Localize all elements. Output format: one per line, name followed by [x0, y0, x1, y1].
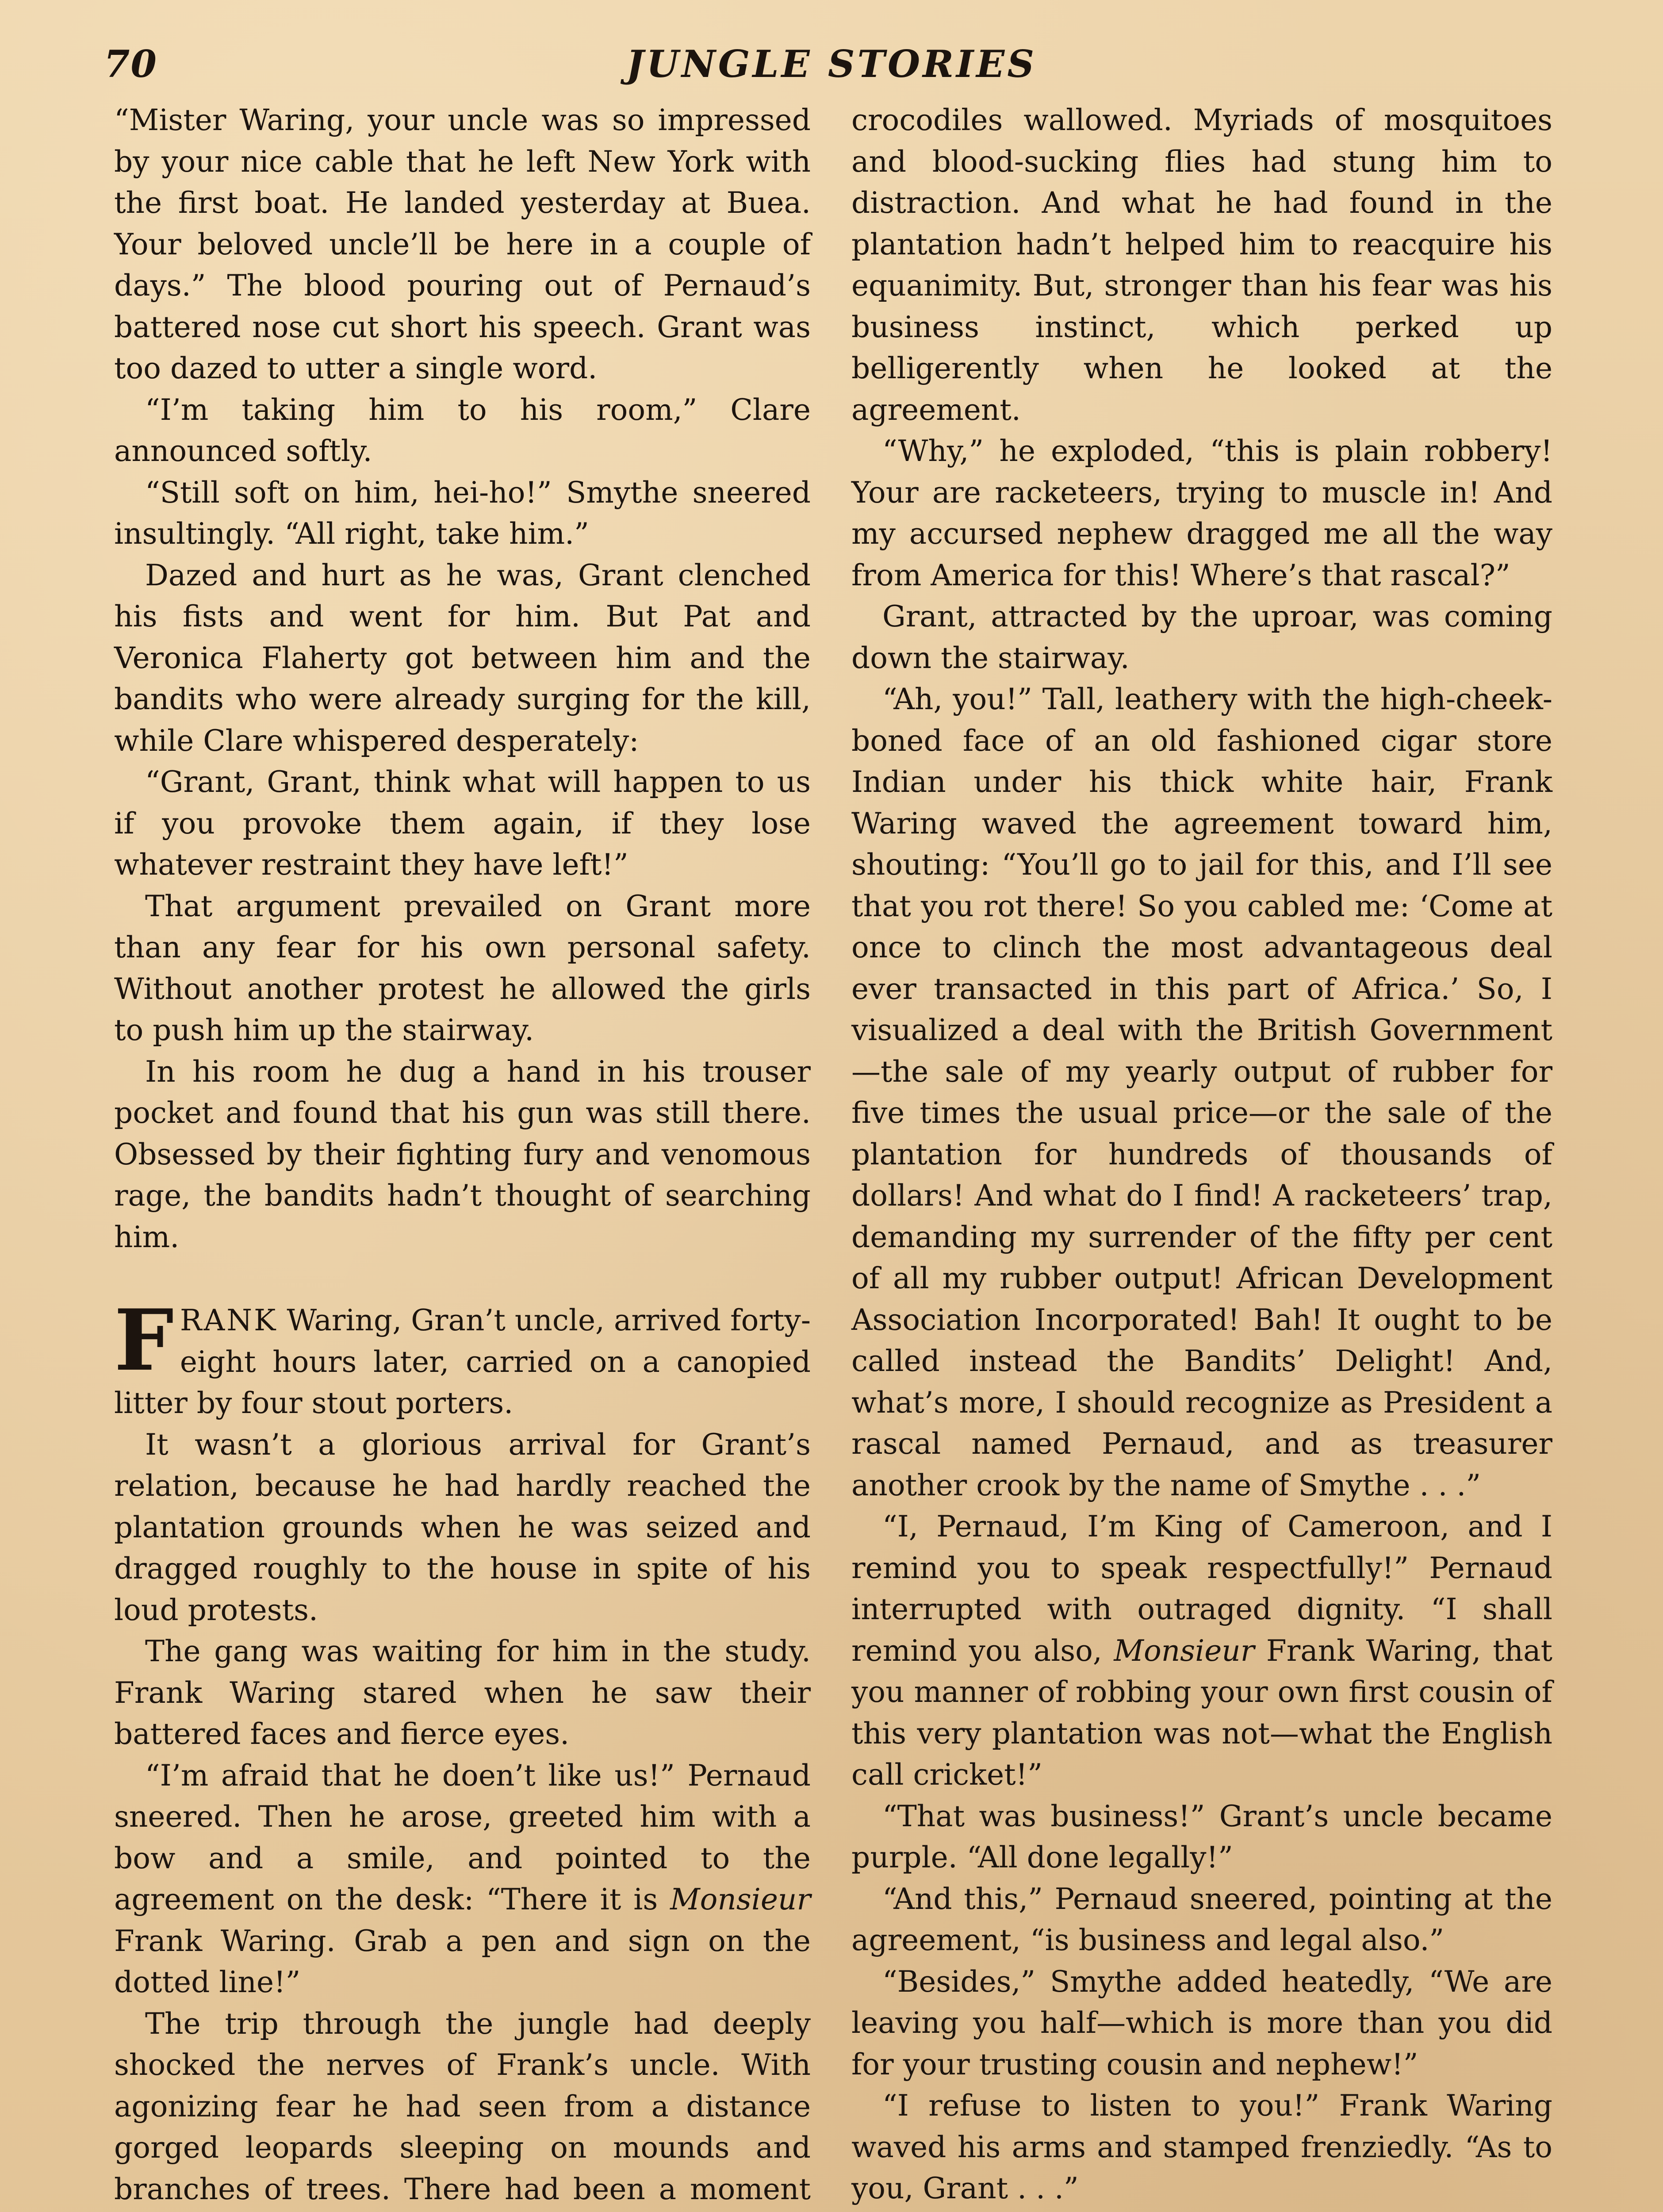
paragraph: crocodiles wallowed. Myriads of mosquitoes and blood-sucking flies had stung him to distraction. And what he had found in the plantation hadn’t helped him to reacquire his equanimity. But, stronger than his fear was his business instinct, which perked up belligerently when he looked at the agreement. [851, 103, 1552, 427]
section-lead-paragraph [114, 1291, 811, 1424]
section-break [114, 1258, 811, 1300]
italic-text: Monsieur [670, 1882, 811, 1916]
paragraph [114, 1755, 811, 2003]
drop-cap: F [114, 1291, 174, 1390]
paragraph: The gang was waiting for him in the study. Frank Waring stared when he saw their battered faces and fierce eyes. [114, 1634, 811, 1751]
text-run: Frank Waring, that you manner of robbing your own first cousin of this very plantation was not—what the English call cricket!” [851, 1633, 1552, 1792]
text-run: “I’m afraid that he doen’t like us!” Pernaud sneered. Then he arose, greeted him with a bow and a smile, and pointed to the agreement on the desk: “There it is [114, 1758, 811, 1916]
paragraph [851, 1506, 1552, 1796]
right-column [851, 100, 1552, 2209]
lead-caps: RANK [180, 1303, 278, 1337]
paragraph: “That was business!” Grant’s uncle became purple. “All done legally!” [851, 1799, 1552, 1874]
paragraph: “Besides,” Smythe added heatedly, “We are leaving you half—which is more than you did for your trusting cousin and nephew!” [851, 1964, 1552, 2081]
paragraph: “I refuse to listen to you!” Frank Waring waved his arms and stamped frenziedly. “As to you, Grant . . .” [851, 2089, 1552, 2205]
left-column [114, 100, 811, 2212]
text-run: Frank Waring. Grab a pen and sign on the dotted line!” [114, 1924, 811, 1999]
paragraph: “And this,” Pernaud sneered, pointing at the agreement, “is business and legal also.” [851, 1882, 1552, 1957]
paragraph: “Why,” he exploded, “this is plain robbery! Your are racketeers, trying to muscle in! And my accursed nephew dragged me all the way from America for this! Where’s that rascal?” [851, 434, 1552, 592]
paragraph: “Ah, you!” Tall, leathery with the high-cheek-boned face of an old fashioned cigar store Indian under his thick white hair, Frank Waring waved the agreement toward him, shouting: “You’ll go to jail for this, and I’ll see that you rot there! So you cabled me: ‘Come at once to clinch the most advantageous deal ever transacted in this part of Africa.’ So, I visualized a deal with the British Government—the sale of my yearly output of rubber for five times the usual price—or the sale of the plantation for hundreds of thousands of dollars! And what do I find! A racketeers’ trap, demanding my surrender of the fifty per cent of all my rubber output! African Development Association Incorporated! Bah! It ought to be called instead the Bandits’ Delight! And, what’s more, I should recognize as President a rascal named Pernaud, and as treasurer another crook by the name of Smythe . . .” [851, 682, 1552, 1502]
paragraph: “Mister Waring, your uncle was so impressed by your nice cable that he left New York with the first boat. He landed yesterday at Buea. Your beloved uncle’ll be here in a couple of days.” The blood pouring out of Pernaud’s battered nose cut short his speech. Grant was too dazed to utter a single word. [114, 103, 811, 385]
paragraph: Dazed and hurt as he was, Grant clenched his fists and went for him. But Pat and Veronica Flaherty got between him and the bandits who were already surging for the kill, while Clare whispered desperately: [114, 558, 811, 758]
paragraph: Grant, attracted by the uproar, was coming down the stairway. [851, 599, 1552, 675]
page-number: 70 [104, 42, 157, 86]
text-run: “I, Pernaud, I’m King of Cameroon, and I remind you to speak respectfully!” Pernaud interrupted with outraged dignity. “I shall remind you also, [851, 1509, 1552, 1668]
italic-text: Monsieur [1114, 1633, 1255, 1668]
paragraph: The trip through the jungle had deeply shocked the nerves of Frank’s uncle. With agonizing fear he had seen from a distance gorged leopards sleeping on mounds and branches of trees. There had been a moment [114, 2006, 811, 2206]
lead-text: Waring, Gran’t uncle, arrived forty-eight hours later, carried on a canopied litter by four stout porters. [114, 1303, 811, 1420]
paragraph: That argument prevailed on Grant more than any fear for his own personal safety. Without another protest he allowed the girls to push him up the stairway. [114, 889, 811, 1047]
paragraph: “I’m taking him to his room,” Clare announced softly. [114, 392, 811, 468]
paragraph: In his room he dug a hand in his trouser pocket and found that his gun was still there. Obsessed by their fighting fury and venomous rage, the bandits hadn’t thought of searching him. [114, 1054, 811, 1254]
paragraph: “Still soft on him, hei-ho!” Smythe sneered insultingly. “All right, take him.” [114, 475, 811, 551]
paragraph: “Grant, Grant, think what will happen to us if you provoke them again, if they lose whatever restraint they have left!” [114, 765, 811, 882]
running-head: JUNGLE STORIES [626, 42, 1037, 86]
paragraph: It wasn’t a glorious arrival for Grant’s relation, because he had hardly reached the plantation grounds when he was seized and dragged roughly to the house in spite of his loud protests. [114, 1427, 811, 1627]
